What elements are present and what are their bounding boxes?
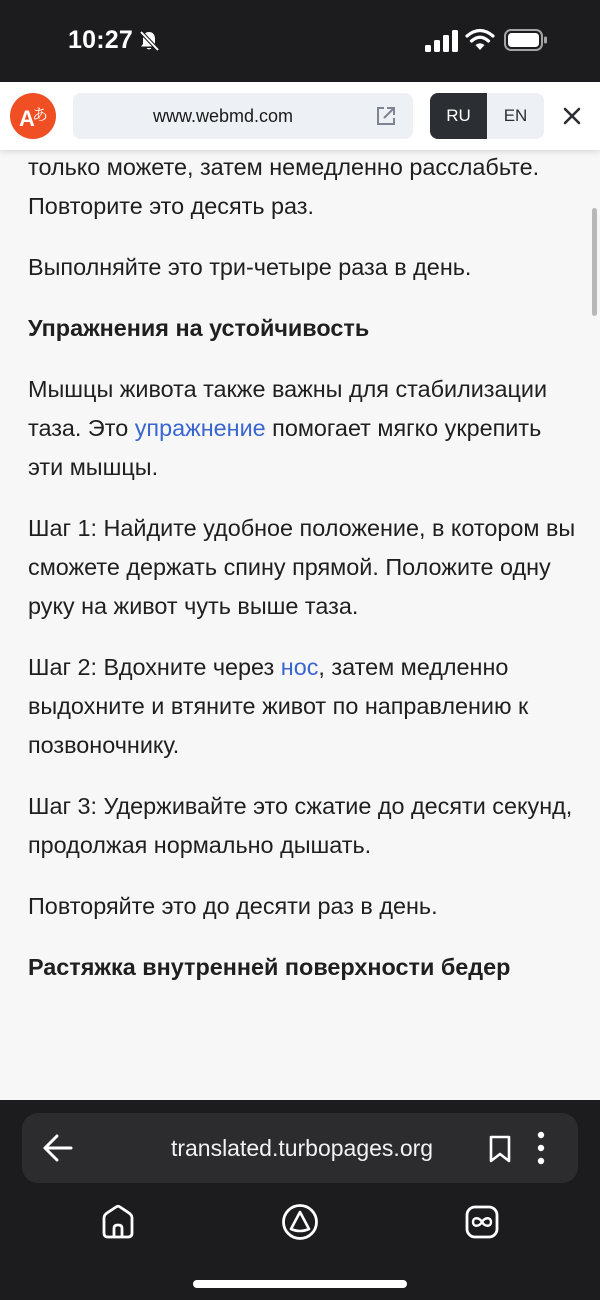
- article-paragraph: Шаг 3: Удерживайте это сжатие до десяти секунд, продолжая нормально дышать.: [28, 793, 573, 858]
- battery-icon: [504, 28, 548, 52]
- translate-toolbar: [0, 82, 600, 150]
- section-heading: Упражнения на устойчивость: [28, 315, 370, 341]
- lang-en-button[interactable]: EN: [503, 106, 528, 125]
- lang-ru-button[interactable]: RU: [430, 93, 487, 139]
- home-indicator[interactable]: [193, 1280, 407, 1288]
- status-time: 10:27: [68, 26, 133, 54]
- source-url-field[interactable]: [73, 93, 413, 139]
- svg-text:あ: あ: [32, 105, 49, 124]
- svg-text:A: A: [19, 106, 35, 131]
- paragraph-text: Шаг 2: Вдохните через: [28, 654, 281, 680]
- bookmark-icon[interactable]: [488, 1135, 512, 1163]
- exercise-link[interactable]: упражнение: [134, 415, 266, 441]
- source-url-text: www.webmd.com: [152, 106, 294, 126]
- language-switch: [430, 93, 544, 139]
- bell-muted-icon: [138, 30, 160, 52]
- section-heading: Растяжка внутренней поверхности бедер: [28, 954, 511, 980]
- wifi-icon: [465, 28, 495, 52]
- open-external-icon[interactable]: [375, 105, 397, 127]
- translate-logo-icon[interactable]: [10, 93, 56, 139]
- article-paragraph: [28, 370, 576, 487]
- browser-bottom-bar: [0, 1100, 600, 1300]
- alice-icon[interactable]: [281, 1203, 319, 1241]
- paragraph-text: Мышцы живота также важны для стабилизации таза. Это: [28, 376, 548, 441]
- paragraph-text: помогает мягко укрепить эти мышцы.: [28, 415, 542, 480]
- home-icon[interactable]: [101, 1204, 135, 1240]
- nose-link[interactable]: нос: [280, 654, 319, 680]
- address-text: translated.turbopages.org: [170, 1135, 434, 1161]
- close-icon[interactable]: [560, 104, 584, 128]
- address-bar[interactable]: [22, 1113, 578, 1183]
- article-body: [28, 150, 576, 1009]
- article-paragraph: Повторяйте это до десяти раз в день.: [28, 893, 438, 919]
- cellular-signal-icon: [425, 30, 459, 52]
- article-content[interactable]: [0, 150, 600, 1100]
- article-paragraph: [28, 648, 576, 765]
- arrow-left-icon[interactable]: [42, 1133, 74, 1163]
- article-paragraph: Шаг 1: Найдите удобное положение, в котором вы сможете держать спину прямой. Положите одну руку на живот чуть выше таза.: [28, 515, 576, 619]
- paragraph-text: , затем медленно выдохните и втяните живот по направлению к позвоночнику.: [28, 654, 529, 758]
- status-bar: [0, 0, 600, 82]
- scrollbar[interactable]: [592, 208, 597, 316]
- more-vertical-icon[interactable]: [536, 1131, 546, 1165]
- article-paragraph: только можете, затем немедленно расслабьте. Повторите это десять раз.: [28, 154, 540, 219]
- article-paragraph: Выполняйте это три-четыре раза в день.: [28, 254, 472, 280]
- tabs-icon[interactable]: [465, 1205, 499, 1239]
